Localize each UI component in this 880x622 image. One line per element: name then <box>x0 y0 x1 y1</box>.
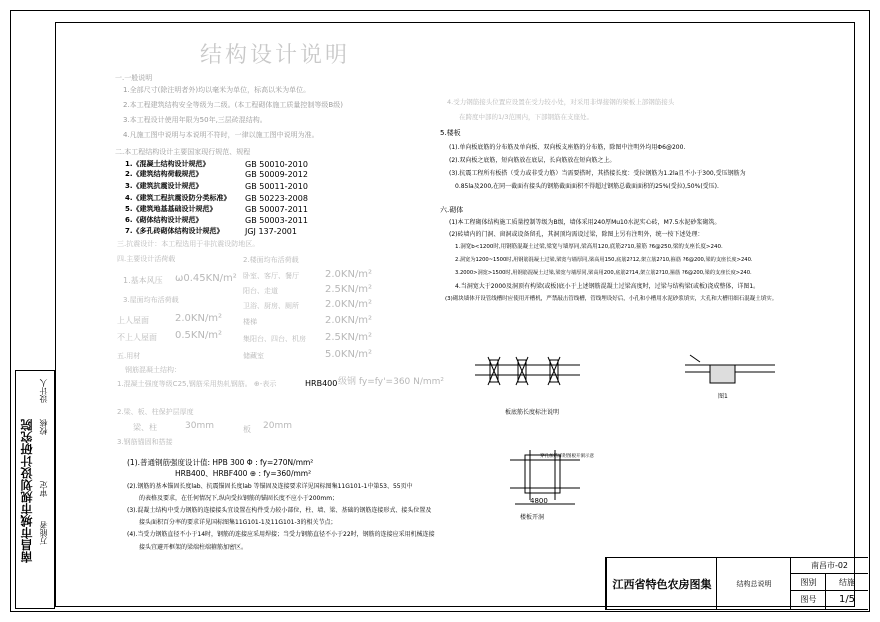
floor-head: 2.楼面均布活荷载 <box>243 256 299 264</box>
sidebar-label-name: 万能者 <box>39 521 48 545</box>
r-s6-line5: 3.2000>洞宽>1500时,用钢筋混凝土过梁,梁宽与墙厚同,梁高用200,底筋2?14,架立筋2?10,箍筋 ?6@200,梁的支座长度>240. <box>455 270 752 276</box>
material-line2: 2.梁、板、柱保护层厚度 <box>117 408 194 416</box>
cover-slab-value: 20mm <box>263 421 292 431</box>
floor-key-3: 卫浴、厨房、厕所 <box>243 302 299 310</box>
s1-line3: 3.本工程设计使用年限为50年,三层砖混结构。 <box>123 116 267 124</box>
anchor-4: (4).当受力钢筋直径不小于14时，钢筋的连接应采用焊接；当受力钢筋直径不小于22时，钢筋的连接应采用机械连接 <box>127 531 435 538</box>
sidebar-strip <box>15 370 55 609</box>
tb-key-2: 图号 <box>790 590 826 610</box>
r-s5-line3: (3).抗震工程所有板搭（受力或非受力筋）当需要搭时，其搭接长度：受拉钢筋为1.2la且不小于300,受压钢筋为 <box>449 170 746 177</box>
figure-c-dimension: 4800 <box>530 497 548 505</box>
code-no-3: GB 50011-2010 <box>245 182 308 191</box>
r-top-line1: 4.受力钢筋接头位置应设置在受力较小处，对采用非焊接钢的梁板上部钢筋接头 <box>447 98 675 106</box>
floor-key-6: 储藏室 <box>243 352 264 360</box>
material-sub: 钢筋混凝土结构： <box>125 366 181 374</box>
tb-val-2: 1/5 <box>825 590 868 610</box>
s1-head: 一.一般说明 <box>115 74 153 82</box>
roof-head: 3.屋面均布活荷载 <box>123 296 179 304</box>
anchor-3b: 接头面积百分率的要求详见国标图集11G101-1及11G101-3的相关节点； <box>139 519 337 526</box>
s4-head: 四.主要设计活荷载 <box>117 255 176 263</box>
tb-val-1: 结施 <box>825 574 868 591</box>
r-s5-line3b: 0.85la及200,在同一截面有接头的钢筋截面面积不得超过钢筋总截面面积的25%(受拉),50%(受压). <box>455 183 719 190</box>
code-name-2: 2.《建筑结构荷载规范》 <box>125 170 203 178</box>
figure-c-caption: 楼板开洞 <box>520 514 545 521</box>
code-name-4: 4.《建筑工程抗震设防分类标准》 <box>125 194 231 202</box>
s2-head: 二.本工程结构设计主要国家现行规范、规程 <box>115 148 251 156</box>
figure-note: 穿孔加筋详附图板开洞示意 <box>540 454 594 459</box>
r-s6-line6: 4.当洞宽大于2000及洞顶有构梁(或板)底小于上述钢筋混凝土过梁高度时，过梁与结构梁(或板)浇成整体，详图1。 <box>455 283 760 290</box>
material-line1: 1.混凝土强度等级C25,钢筋采用热轧钢筋。 ⊕-表示 <box>117 380 277 388</box>
figure-b-caption: 图1 <box>718 393 728 400</box>
figure-slab-rebar <box>470 345 585 415</box>
code-no-4: GB 50223-2008 <box>245 194 308 203</box>
anchor-2: (2).钢筋的基本锚固长度lab、抗震锚固长度lab 等锚固及连接要求详见国标图集11G101-1中第53、55页中 <box>127 483 413 490</box>
anchor-1: (1).普通钢筋强度设计值: HPB 300 Φ : fy=270N/mm² <box>127 458 314 467</box>
wind-value: ω0.45KN/m² <box>175 273 237 284</box>
code-no-6: GB 50003-2011 <box>245 216 308 225</box>
r-s5-line2: (2).双向板之底筋，短向筋放在底层，长向筋放在短向筋之上。 <box>449 157 616 164</box>
r-s6-line2: (2)砖墙内的门洞、窗洞或设备留孔，其洞顶均需设过梁，除图上另有注明外，统一按下述处理： <box>449 231 704 238</box>
roof-up-label: 上人屋面 <box>117 316 149 325</box>
code-no-1: GB 50010-2010 <box>245 160 308 169</box>
roof-no-value: 0.5KN/m² <box>175 330 223 341</box>
floor-val-4: 2.0KN/m² <box>325 315 373 326</box>
cover-beam-label: 梁、柱 <box>133 423 157 432</box>
material-fy: 级钢 fy=fy'=360 N/mm² <box>338 377 445 387</box>
r-s6-line3: 1.洞宽b<1200时,用钢筋混凝土过梁,梁宽与墙厚同,梁高用120,底筋2?10,箍筋 ?6@250,梁的支座长度>240. <box>455 244 723 250</box>
title-block <box>605 557 868 610</box>
code-name-3: 3.《建筑抗震设计规范》 <box>125 182 203 190</box>
page-title: 结构设计说明 <box>200 43 351 68</box>
code-name-7: 7.《多孔砖砌体结构设计规范》 <box>125 227 224 235</box>
roof-up-value: 2.0KN/m² <box>175 313 223 324</box>
r-s6-line4: 2.洞宽为1200~1500时,用钢筋混凝土过梁,梁宽与墙厚同,梁高用150,底筋2?12,架立筋2?10,箍筋 ?6@200,梁的支座长度>240. <box>455 257 753 263</box>
floor-val-5: 2.5KN/m² <box>325 332 373 343</box>
anchor-2b: 的表格及要求，在任何情况下,纵向受拉钢筋的锚固长度不应小于200mm； <box>139 495 339 502</box>
s3-head: 三.抗震设计：本工程选用于非抗震设防地区。 <box>117 240 260 248</box>
org-name: 南昌市城市规划设计研究院 <box>20 419 34 564</box>
anchor-4b: 接头宜避开框架的梁端柱端箍筋加密区。 <box>139 544 248 551</box>
code-no-2: GB 50009-2012 <box>245 170 308 179</box>
code-no-5: GB 50007-2011 <box>245 205 308 214</box>
floor-key-1: 卧室、客厅、餐厅 <box>243 272 299 280</box>
floor-key-2: 阳台、走道 <box>243 287 278 295</box>
s1-line1: 1.全部尺寸(除注明者外)均以毫米为单位，标高以米为单位。 <box>123 86 311 94</box>
floor-val-2: 2.5KN/m² <box>325 284 373 295</box>
r-s5-line1: (1).单向板底筋的分布筋及单向板、双向板支座筋的分布筋，除图中注明外均用Φ6@200. <box>449 144 686 151</box>
floor-key-4: 楼梯 <box>243 318 257 326</box>
roof-no-label: 不上人屋面 <box>117 333 157 342</box>
r-s6-line1: (1)本工程砌体结构施工质量控制等级为B级，墙体采用240厚Mu10水泥实心砖，M7.5水泥砂浆砌筑。 <box>449 219 721 226</box>
tb-drawing: 结构总说明 <box>716 558 791 610</box>
floor-key-5: 集阳台、四台、机房 <box>243 335 306 343</box>
cover-slab-label: 板 <box>243 425 251 434</box>
s5-head: 五.用材 <box>117 352 141 360</box>
code-no-7: JGJ 137-2001 <box>245 227 297 236</box>
code-name-6: 6.《砌体结构设计规范》 <box>125 216 203 224</box>
sidebar-label-checker: 校核 <box>39 419 48 435</box>
r-s6-line7: (3)砌块墙体开设管线槽时应使用开槽机，严禁敲击管线槽，管线埋设好后，小孔和小槽用水泥砂浆填实，大孔和大槽用细石混凝土填实。 <box>445 296 778 302</box>
r-top-line2: 在跨度中部的1/3范围内，下部钢筋在支座处。 <box>459 113 593 121</box>
sidebar-label-approver: 审定 <box>39 481 48 497</box>
tb-project: 江西省特色农房图集 <box>606 558 717 610</box>
material-line3: 3.钢筋锚固和搭接 <box>117 438 173 446</box>
material-hrb: HRB400 <box>305 379 338 388</box>
floor-val-3: 2.0KN/m² <box>325 299 373 310</box>
figure-a-caption: 板底筋长度标注说明 <box>505 409 560 416</box>
cover-beam-value: 30mm <box>185 421 214 431</box>
floor-val-1: 2.0KN/m² <box>325 269 373 280</box>
s1-line4: 4.凡施工图中说明与本说明不符时，一律以施工图中说明为准。 <box>123 131 319 139</box>
code-name-5: 5.《建筑地基基础设计规范》 <box>125 205 217 213</box>
sidebar-label-designer: 设计人 <box>39 379 48 403</box>
floor-val-6: 5.0KN/m² <box>325 349 373 360</box>
r-s5-head: 5.楼板 <box>440 129 461 137</box>
tb-key-1: 图别 <box>790 574 826 591</box>
figure-1-lintel <box>680 350 780 400</box>
s1-line2: 2.本工程建筑结构安全等级为二级。(本工程砌体施工质量控制等级B级) <box>123 101 343 109</box>
r-s6-head: 六.砌体 <box>440 206 464 214</box>
code-name-1: 1.《混凝土结构设计规范》 <box>125 160 210 168</box>
anchor-1b: HRB400、HRBF400 ⊕ : fy=360/mm² <box>175 469 312 478</box>
tb-city: 南昌市-02 <box>790 558 868 574</box>
anchor-3: (3).混凝土结构中受力钢筋的连接接头宜设置在构件受力较小部位，柱、墙、梁、基础的钢筋连接形式、接头位置及 <box>127 507 432 514</box>
wind-label: 1.基本风压 <box>123 276 163 285</box>
